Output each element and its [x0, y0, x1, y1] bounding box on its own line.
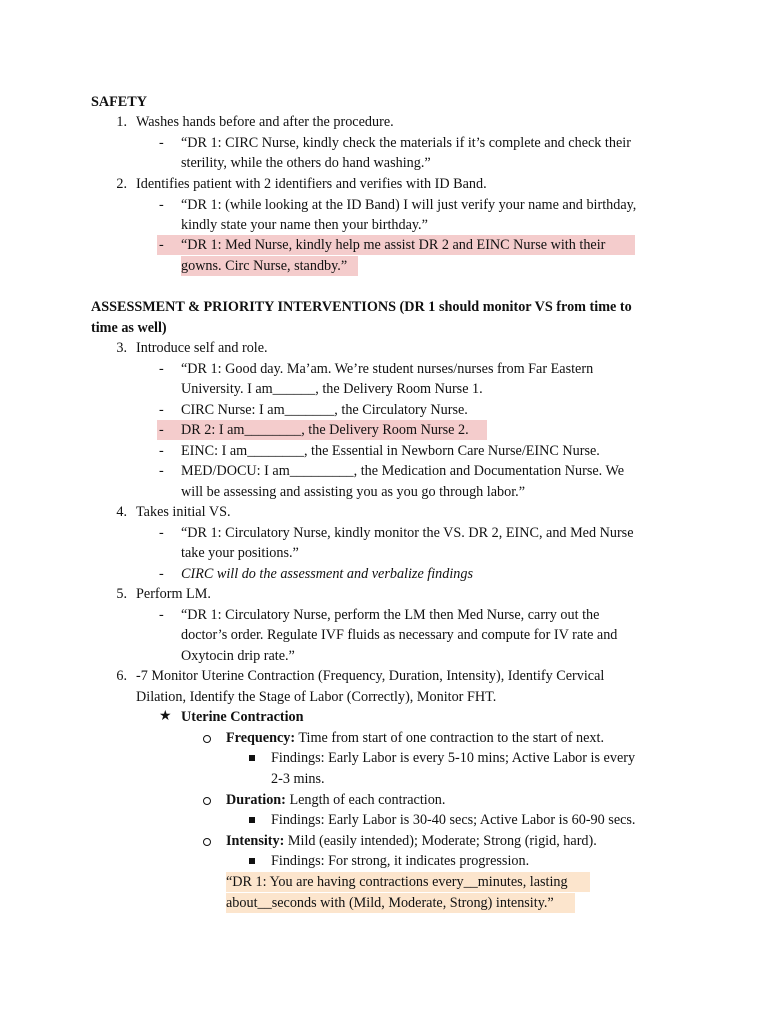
- circle-bullet-icon: [203, 797, 211, 805]
- highlighted-quote-line: “DR 1: You are having contractions every__minutes, lasting: [226, 874, 568, 890]
- list-number: 5.: [116, 586, 127, 602]
- frequency-text: Time from start of one contraction to the start of next.: [295, 730, 605, 746]
- list-number: 3.: [116, 340, 127, 356]
- sub-item-line: MED/DOCU: I am_________, the Medication and Documentation Nurse. We: [181, 463, 625, 479]
- dash-bullet: -: [159, 361, 164, 377]
- sub-item-line: “DR 1: (while looking at the ID Band) I will just verify your name and birthday,: [181, 197, 637, 213]
- list-item: Identifies patient with 2 identifiers and verifies with ID Band.: [136, 176, 487, 192]
- findings-line: 2-3 mins.: [271, 771, 325, 787]
- frequency-label: Frequency:: [226, 730, 296, 746]
- sub-item-line: “DR 1: Good day. Ma’am. We’re student nurses/nurses from Far Eastern: [181, 361, 594, 377]
- dash-bullet: -: [159, 402, 164, 418]
- dash-bullet: -: [159, 566, 164, 582]
- sub-item-line: Oxytocin drip rate.”: [181, 648, 295, 664]
- frequency-line: [226, 728, 604, 748]
- intensity-label: Intensity:: [226, 833, 285, 849]
- section-heading-safety: SAFETY: [91, 94, 147, 110]
- sub-item-line: University. I am______, the Delivery Room Nurse 1.: [181, 381, 483, 397]
- italic-note: CIRC will do the assessment and verbalize findings: [181, 566, 474, 582]
- section-heading-assessment: ASSESSMENT & PRIORITY INTERVENTIONS (DR 1 should monitor VS from time to: [91, 299, 632, 315]
- list-item: Perform LM.: [136, 586, 211, 602]
- dash-bullet: -: [159, 197, 164, 213]
- circle-bullet-icon: [203, 735, 211, 743]
- square-bullet-icon: [249, 755, 255, 761]
- highlighted-sub-item-line: “DR 1: Med Nurse, kindly help me assist DR 2 and EINC Nurse with their: [181, 237, 606, 253]
- duration-text: Length of each contraction.: [285, 792, 446, 808]
- circle-bullet-icon: [203, 838, 211, 846]
- square-bullet-icon: [249, 858, 255, 864]
- sub-item-line: take your positions.”: [181, 545, 299, 561]
- sub-item-line: “DR 1: Circulatory Nurse, kindly monitor the VS. DR 2, EINC, and Med Nurse: [181, 525, 634, 541]
- star-icon: ★: [159, 709, 172, 724]
- intensity-line: [226, 831, 597, 851]
- list-item-cont: Dilation, Identify the Stage of Labor (Correctly), Monitor FHT.: [136, 689, 497, 705]
- list-number: 4.: [116, 504, 127, 520]
- dash-bullet: -: [159, 525, 164, 541]
- highlighted-sub-item-line: gowns. Circ Nurse, standby.”: [181, 258, 348, 274]
- list-number: 1.: [116, 114, 127, 130]
- sub-item-line: “DR 1: Circulatory Nurse, perform the LM then Med Nurse, carry out the: [181, 607, 600, 623]
- list-number: 6.: [116, 668, 127, 684]
- duration-label: Duration:: [226, 792, 286, 808]
- findings-line: Findings: For strong, it indicates progression.: [271, 853, 530, 869]
- list-item: Washes hands before and after the procedure.: [136, 114, 394, 130]
- sub-item-line: “DR 1: CIRC Nurse, kindly check the materials if it’s complete and check their: [181, 135, 631, 151]
- highlighted-sub-item-line: DR 2: I am________, the Delivery Room Nurse 2.: [181, 422, 469, 438]
- list-item: Takes initial VS.: [136, 504, 231, 520]
- section-heading-assessment-cont: time as well): [91, 320, 167, 336]
- list-number: 2.: [116, 176, 127, 192]
- intensity-text: Mild (easily intended); Moderate; Strong (rigid, hard).: [284, 833, 597, 849]
- sub-item-line: CIRC Nurse: I am_______, the Circulatory Nurse.: [181, 402, 468, 418]
- sub-item-line: sterility, while the others do hand washing.”: [181, 155, 431, 171]
- dash-bullet: -: [159, 463, 164, 479]
- list-item: -7 Monitor Uterine Contraction (Frequency, Duration, Intensity), Identify Cervical: [136, 668, 605, 684]
- sub-item-line: EINC: I am________, the Essential in Newborn Care Nurse/EINC Nurse.: [181, 443, 600, 459]
- square-bullet-icon: [249, 817, 255, 823]
- findings-line: Findings: Early Labor is 30-40 secs; Active Labor is 60-90 secs.: [271, 812, 636, 828]
- findings-line: Findings: Early Labor is every 5-10 mins; Active Labor is every: [271, 750, 636, 766]
- dash-bullet: -: [159, 135, 164, 151]
- list-item: Introduce self and role.: [136, 340, 268, 356]
- highlighted-quote-line: about__seconds with (Mild, Moderate, Strong) intensity.”: [226, 895, 554, 911]
- sub-item-line: kindly state your name then your birthday.”: [181, 217, 428, 233]
- dash-bullet: -: [159, 607, 164, 623]
- dash-bullet: -: [159, 237, 164, 253]
- dash-bullet: -: [159, 443, 164, 459]
- sub-item-line: will be assessing and assisting you as you go through labor.”: [181, 484, 526, 500]
- sub-heading-uterine-contraction: Uterine Contraction: [181, 709, 304, 725]
- sub-item-line: doctor’s order. Regulate IVF fluids as necessary and compute for IV rate and: [181, 627, 618, 643]
- duration-line: [226, 790, 445, 810]
- dash-bullet: -: [159, 422, 164, 438]
